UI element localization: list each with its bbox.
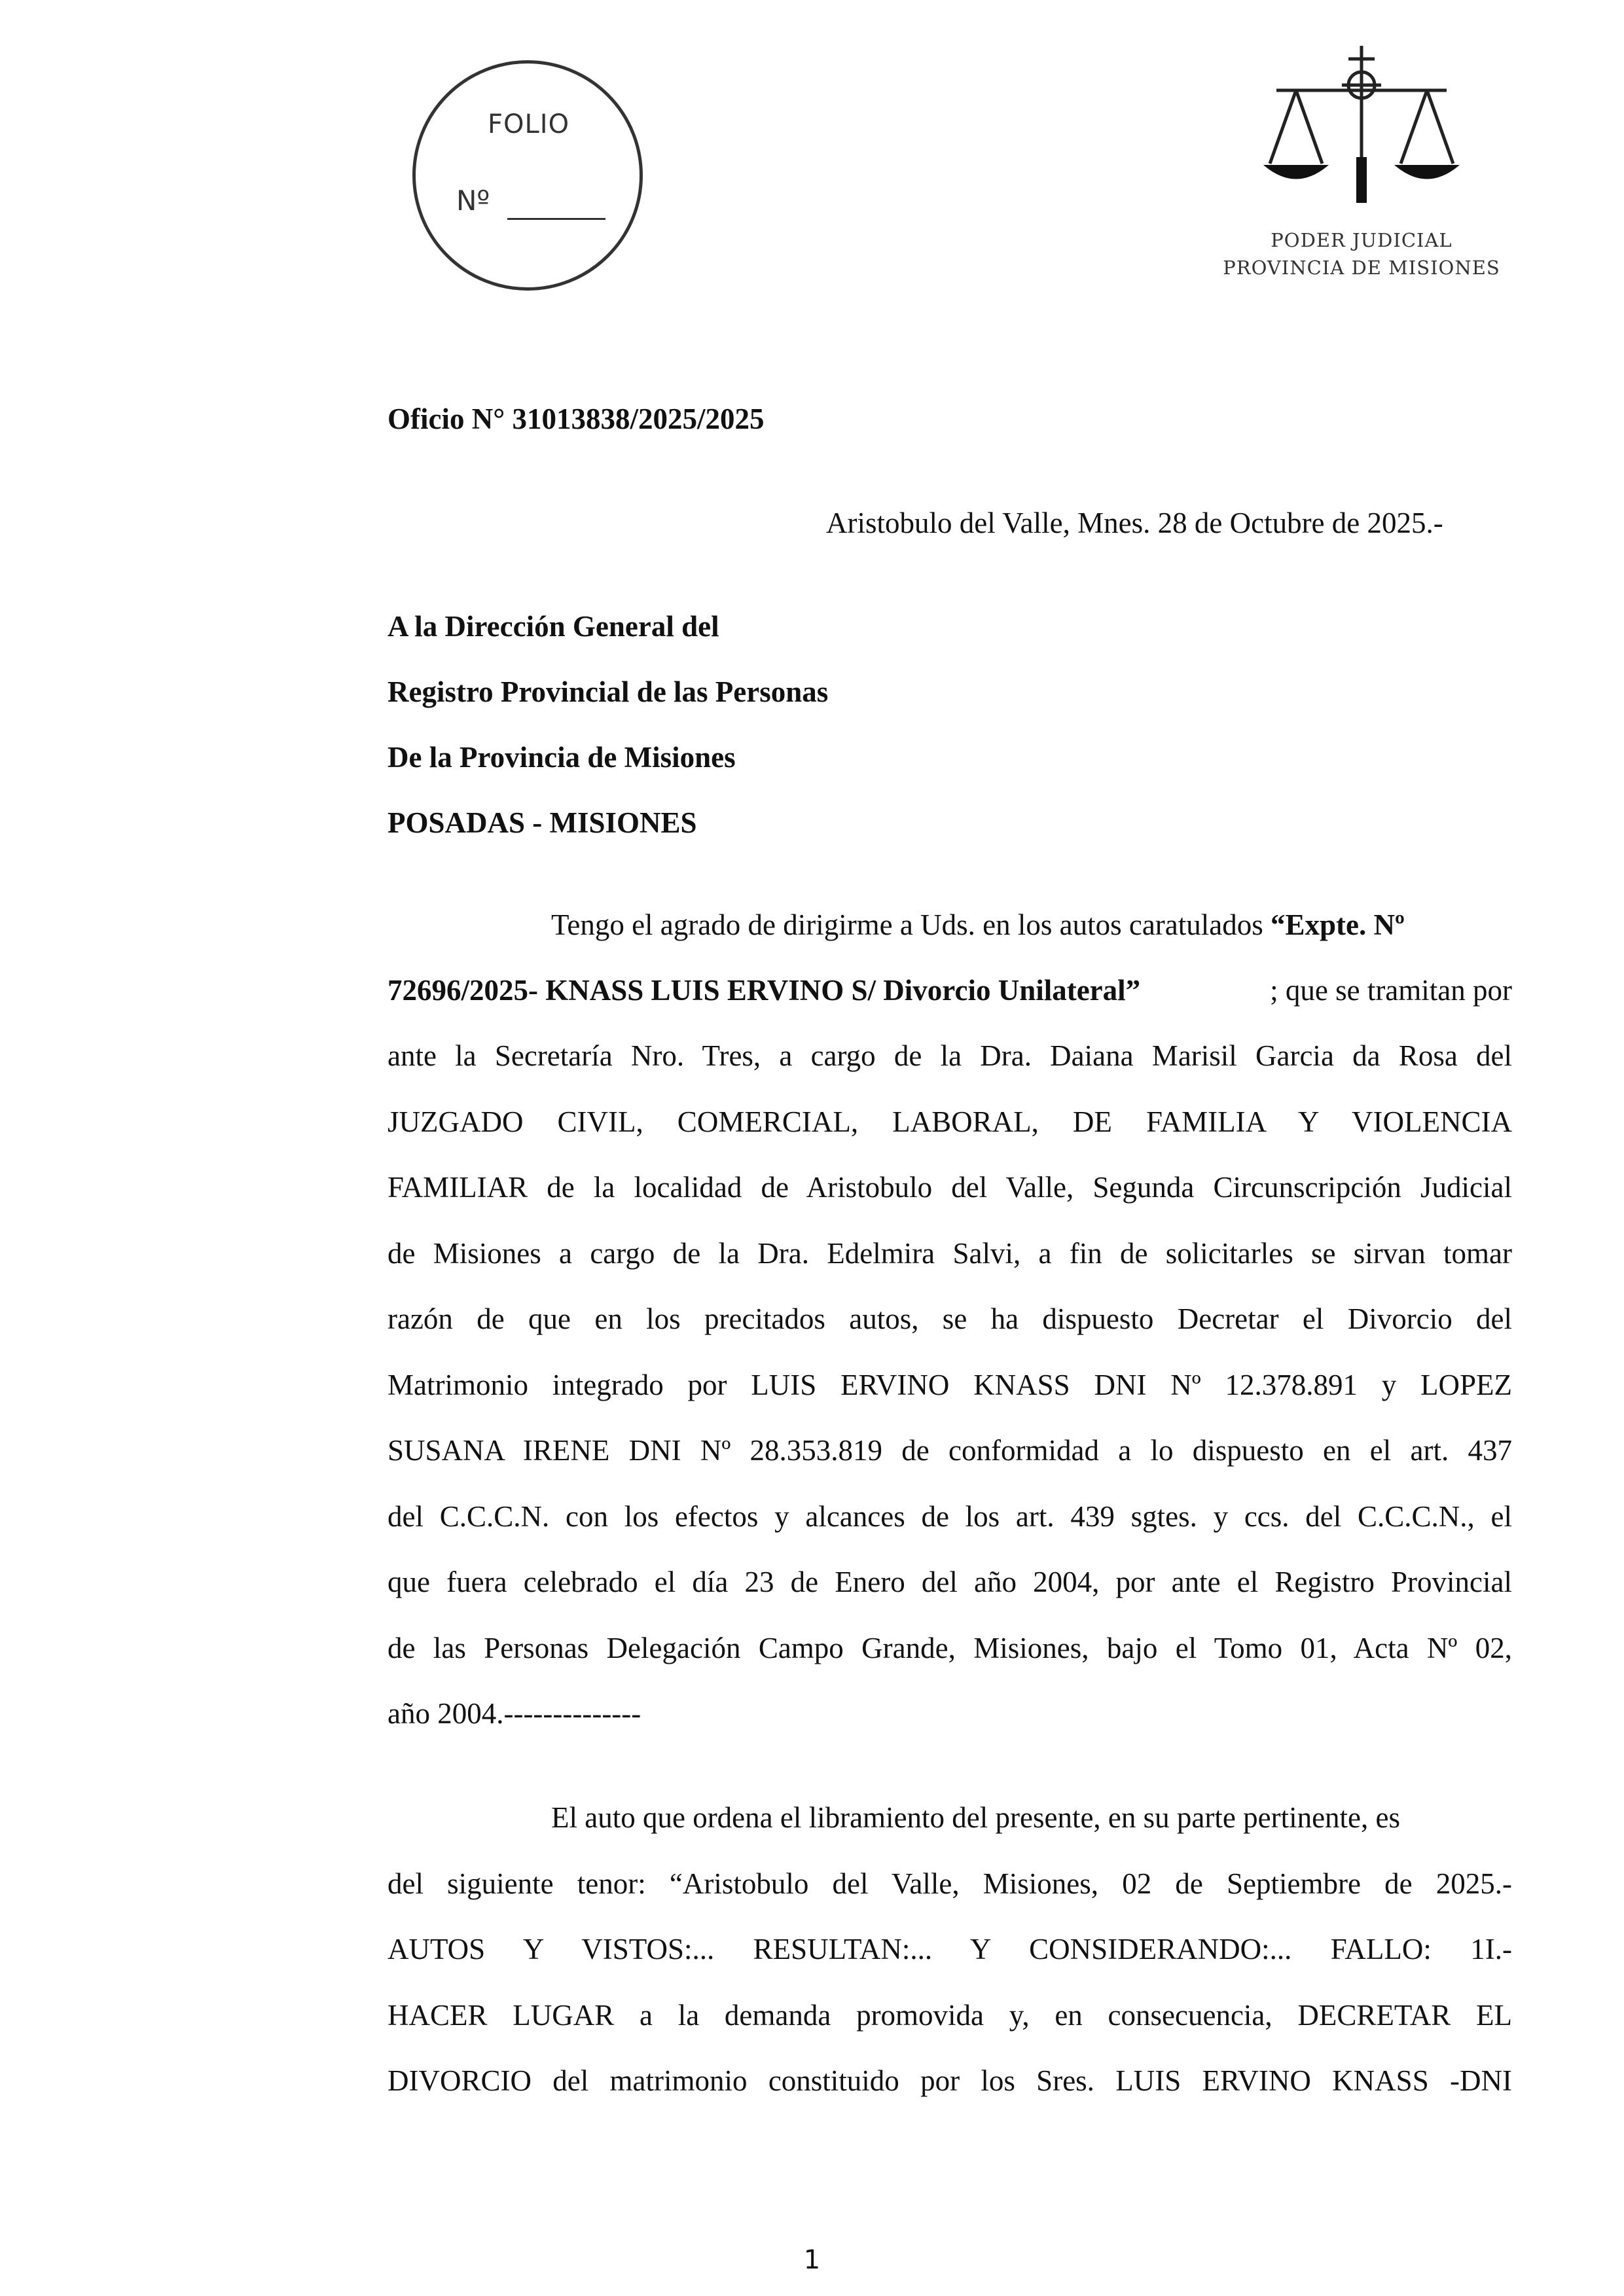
para1-line-13: año 2004.-------------- <box>388 1697 641 1730</box>
poder-judicial-emblem <box>1218 39 1506 295</box>
para1-line-10: del C.C.C.N. con los efectos y alcances de los art. 439 sgtes. y ccs. del C.C.C.N., el <box>388 1502 1512 1533</box>
para1-line-2 <box>388 976 1512 1005</box>
para1-line-3: ante la Secretaría Nro. Tres, a cargo de la Dra. Daiana Marisil Garcia da Rosa del <box>388 1041 1512 1072</box>
para2-line-5: DIVORCIO del matrimonio constituido por los Sres. LUIS ERVINO KNASS -DNI <box>388 2066 1512 2097</box>
para1-line-5: FAMILIAR de la localidad de Aristobulo del Valle, Segunda Circunscripción Judicial <box>388 1173 1512 1204</box>
para1-line-7: razón de que en los precitados autos, se ha dispuesto Decretar el Divorcio del <box>388 1304 1512 1335</box>
addressee-line-2: Registro Provincial de las Personas <box>388 675 829 708</box>
emblem-line-1: PODER JUDICIAL <box>1271 229 1453 251</box>
emblem-line-2: PROVINCIA DE MISIONES <box>1223 257 1500 279</box>
folio-title: FOLIO <box>488 109 570 139</box>
para1-line-1-bold: “Expte. Nº <box>1271 908 1405 941</box>
para1-line-2-bold: 72696/2025- KNASS LUIS ERVINO S/ Divorcio Unilateral” <box>388 974 1141 1007</box>
folio-number-label: Nº <box>456 185 490 217</box>
addressee-line-1: A la Dirección General del <box>388 610 719 643</box>
scales-of-justice-icon <box>1257 39 1466 216</box>
para1-line-2-text: ; que se tramitan por <box>1270 974 1512 1007</box>
date-line: Aristobulo del Valle, Mnes. 28 de Octubre de 2025.- <box>826 507 1443 539</box>
para2-line-3: AUTOS Y VISTOS:... RESULTAN:... Y CONSIDERANDO:... FALLO: 1I.- <box>388 1935 1512 1965</box>
addressee-line-3: De la Provincia de Misiones <box>388 741 736 774</box>
para2-line-4: HACER LUGAR a la demanda promovida y, en consecuencia, DECRETAR EL <box>388 2001 1512 2032</box>
para1-line-4: JUZGADO CIVIL, COMERCIAL, LABORAL, DE FAMILIA Y VIOLENCIA <box>388 1107 1512 1138</box>
para1-line-1 <box>551 910 1405 940</box>
oficio-number: Oficio N° 31013838/2025/2025 <box>388 403 765 435</box>
folio-number-line <box>507 218 605 220</box>
para1-line-1-text: Tengo el agrado de dirigirme a Uds. en los autos caratulados <box>551 908 1271 941</box>
folio-stamp <box>412 60 643 291</box>
para2-line-1 <box>551 1803 1512 1833</box>
para1-line-8: Matrimonio integrado por LUIS ERVINO KNASS DNI Nº 12.378.891 y LOPEZ <box>388 1371 1512 1401</box>
para1-line-9: SUSANA IRENE DNI Nº 28.353.819 de conformidad a lo dispuesto en el art. 437 <box>388 1436 1512 1467</box>
para2-line-1-text: El auto que ordena el libramiento del presente, en su parte pertinente, es <box>551 1801 1401 1834</box>
para1-line-6: de Misiones a cargo de la Dra. Edelmira Salvi, a fin de solicitarles se sirvan tomar <box>388 1239 1512 1270</box>
para1-line-11: que fuera celebrado el día 23 de Enero del año 2004, por ante el Registro Provincial <box>388 1568 1512 1598</box>
para2-line-2: del siguiente tenor: “Aristobulo del Valle, Misiones, 02 de Septiembre de 2025.- <box>388 1869 1512 1900</box>
para1-line-12: de las Personas Delegación Campo Grande, Misiones, bajo el Tomo 01, Acta Nº 02, <box>388 1634 1512 1664</box>
page-number: 1 <box>803 2245 821 2275</box>
addressee-line-4: POSADAS - MISIONES <box>388 806 697 839</box>
